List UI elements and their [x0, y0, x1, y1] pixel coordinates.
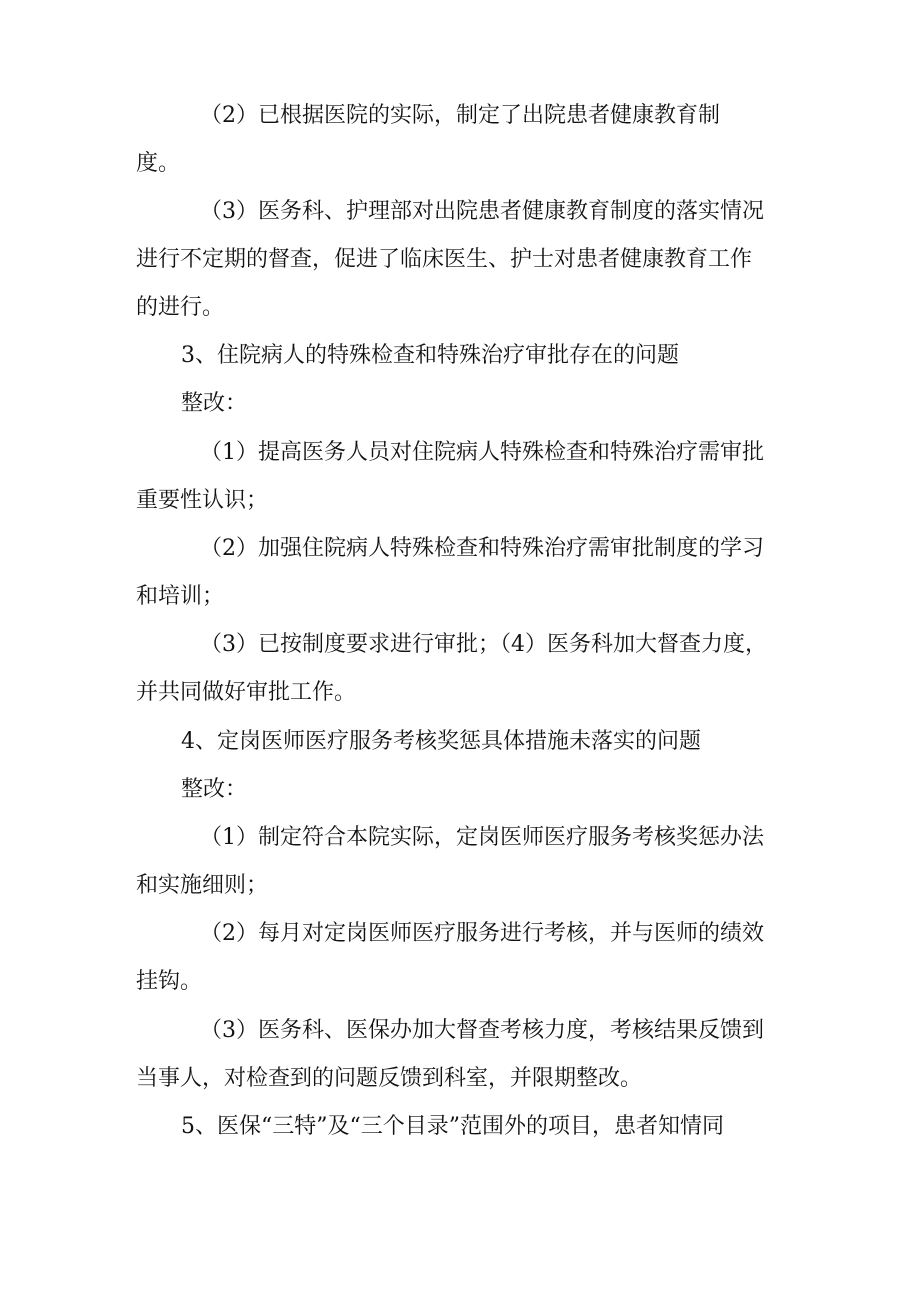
text-line: （2）加强住院病人特殊检查和特殊治疗需审批制度的学习: [200, 536, 764, 561]
text-line: 重要性认识；: [136, 488, 269, 513]
section-heading: 4、定岗医师医疗服务考核奖惩具体措施未落实的问题: [181, 729, 701, 754]
text-line: （3）医务科、护理部对出院患者健康教育制度的落实情况: [200, 199, 764, 224]
text-line: 进行不定期的督查，促进了临床医生、护士对患者健康教育工作: [136, 247, 753, 272]
text-line: （2）已根据医院的实际，制定了出院患者健康教育制: [200, 103, 720, 128]
text-line: 和培训；: [136, 584, 225, 609]
text-line: 当事人，对检查到的问题反馈到科室，并限期整改。: [136, 1066, 643, 1091]
text-line: 和实施细则；: [136, 873, 269, 898]
section-heading: 3、住院病人的特殊检查和特殊治疗审批存在的问题: [181, 343, 679, 368]
text-line: （1）制定符合本院实际，定岗医师医疗服务考核奖惩办法: [200, 825, 764, 850]
text-line: （3）医务科、医保办加大督查考核力度，考核结果反馈到: [200, 1018, 764, 1043]
text-line: （3）已按制度要求进行审批；（4）医务科加大督查力度，: [200, 632, 767, 657]
text-line: 挂钩。: [136, 969, 203, 994]
text-line: 的进行。: [136, 295, 225, 320]
text-line: 并共同做好审批工作。: [136, 680, 357, 705]
rectification-label: 整改：: [181, 391, 248, 416]
text-line: 度。: [136, 151, 181, 176]
rectification-label: 整改：: [181, 777, 248, 802]
text-line: （2）每月对定岗医师医疗服务进行考核，并与医师的绩效: [200, 921, 764, 946]
text-line: （1）提高医务人员对住院病人特殊检查和特殊治疗需审批: [200, 440, 764, 465]
section-heading: 5、医保“三特”及“三个目录”范围外的项目，患者知情同: [181, 1114, 724, 1139]
